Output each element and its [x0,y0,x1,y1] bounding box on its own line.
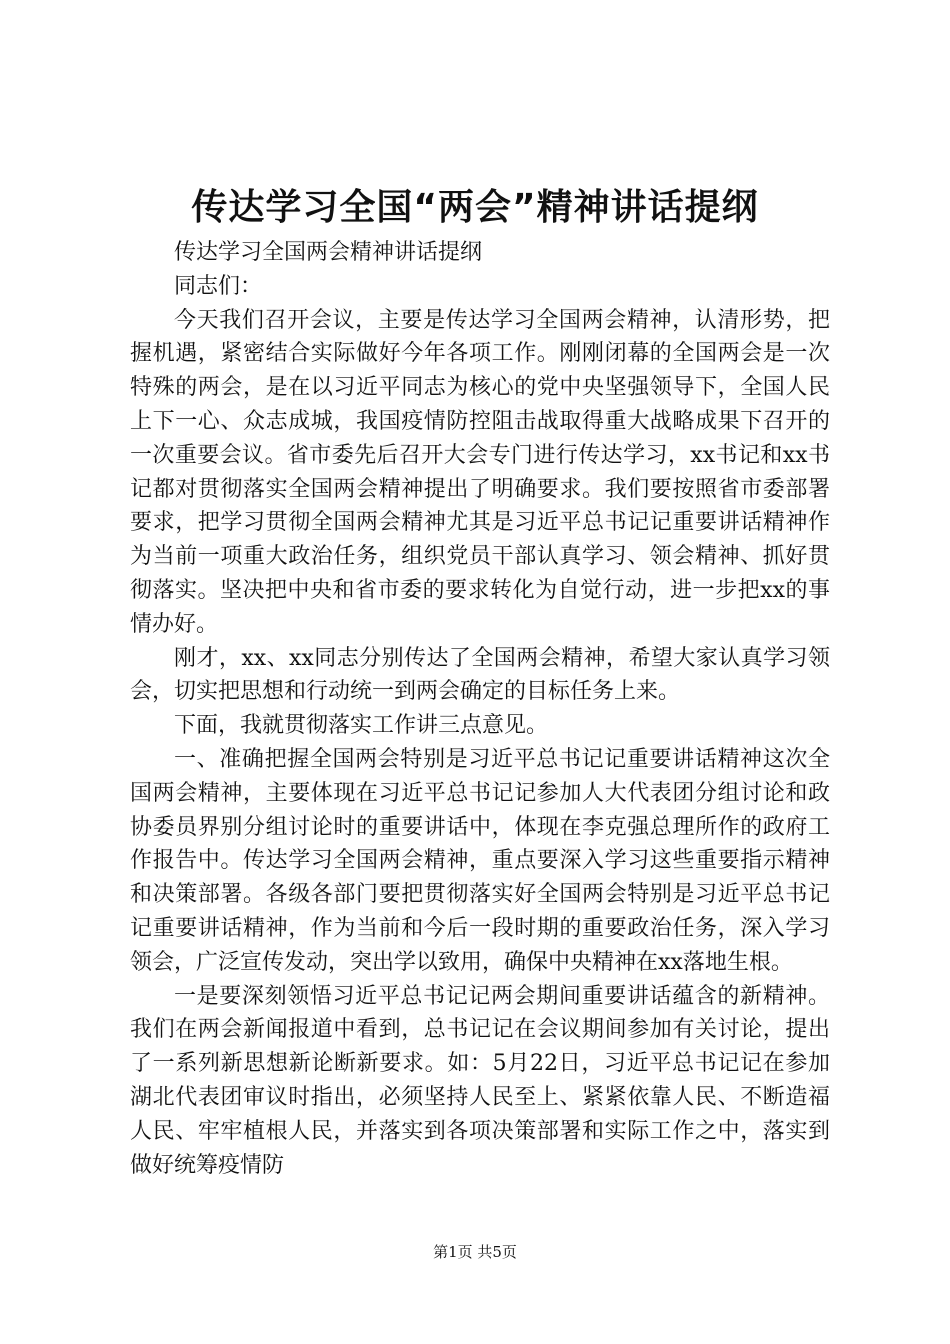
document-title: 传达学习全国“两会”精神讲话提纲 [191,187,759,228]
paragraph: 一是要深刻领悟习近平总书记记两会期间重要讲话蕴含的新精神。我们在两会新闻报道中看到，总书记记在会议期间参加有关讨论，提出了一系列新思想新论断新要求。如：5月22日，习近平总书记记在参加湖北代表团审议时指出，必须坚持人民至上、紧紧依靠人民、不断造福人民、牢牢植根人民，并落实到各项决策部署和实际工作之中，落实到做好统筹疫情防 [130,983,830,1178]
document-body [130,236,830,1182]
paragraph: 刚才，xx、xx同志分别传达了全国两会精神，希望大家认真学习领会，切实把思想和行动统一到两会确定的目标任务上来。 [130,645,830,705]
paragraph-section-heading: 一、准确把握全国两会特别是习近平总书记记重要讲话精神这次全国两会精神，主要体现在习近平总书记记参加人大代表团分组讨论和政协委员界别分组讨论时的重要讲话中，体现在李克强总理所作的政府工作报告中。传达学习全国两会精神，重点要深入学习这些重要指示精神和决策部署。各级各部门要把贯彻落实好全国两会特别是习近平总书记记重要讲话精神，作为当前和今后一段时期的重要政治任务，深入学习领会，广泛宣传发动，突出学以致用，确保中央精神在xx落地生根。 [130,746,830,975]
paragraph: 今天我们召开会议，主要是传达学习全国两会精神，认清形势，把握机遇，紧密结合实际做好今年各项工作。刚刚闭幕的全国两会是一次特殊的两会，是在以习近平同志为核心的党中央坚强领导下，全国人民上下一心、众志成城，我国疫情防控阻击战取得重大战略成果下召开的一次重要会议。省市委先后召开大会专门进行传达学习，xx书记和xx书记都对贯彻落实全国两会精神提出了明确要求。我们要按照省市委部署要求，把学习贯彻全国两会精神尤其是习近平总书记记重要讲话精神作为当前一项重大政治任务，组织党员干部认真学习、领会精神、抓好贯彻落实。坚决把中央和省市委的要求转化为自觉行动，进一步把xx的事情办好。 [130,307,830,637]
paragraph-subtitle: 传达学习全国两会精神讲话提纲 [174,240,483,265]
paragraph-salutation: 同志们： [174,273,263,299]
page-footer: 第1页 共5页 [433,1243,517,1261]
paragraph: 下面，我就贯彻落实工作讲三点意见。 [174,713,549,739]
